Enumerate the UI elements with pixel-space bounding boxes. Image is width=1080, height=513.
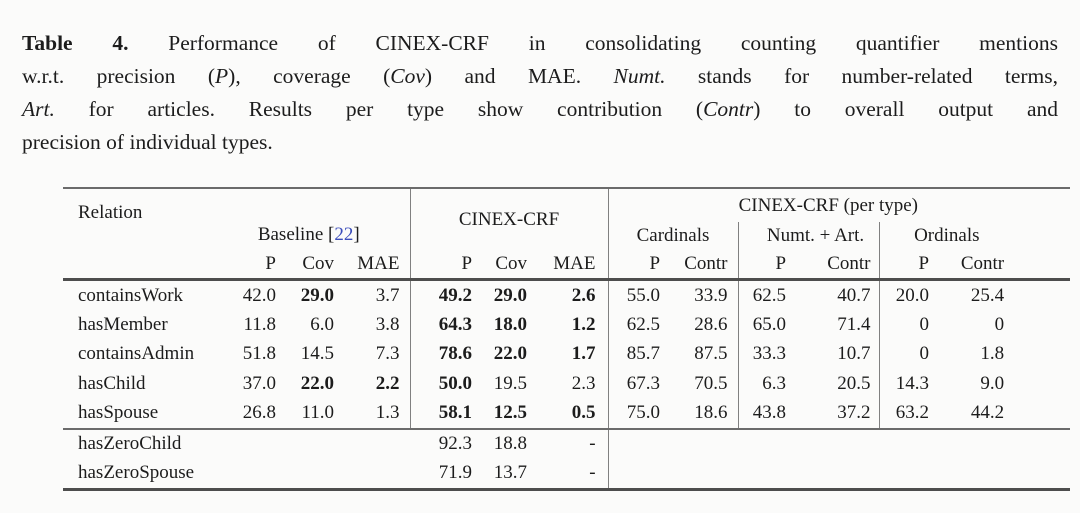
value-cell: 67.3	[626, 372, 661, 394]
value-cell: 49.2	[438, 284, 473, 306]
caption-text: Table 4.	[22, 31, 129, 55]
value-cell	[276, 429, 334, 459]
citation-22-link[interactable]: 22	[334, 224, 354, 245]
value-cell: 51.8	[242, 343, 276, 365]
table-row	[63, 369, 1070, 398]
baseline-label-suffix: ]	[353, 224, 360, 245]
column-group-baseline	[208, 188, 410, 250]
table-row	[63, 399, 1070, 429]
caption-text: stands for number-related terms,	[665, 64, 1058, 88]
value-cell: 29.0	[493, 284, 528, 306]
relation-cell: hasZeroSpouse	[78, 462, 195, 484]
value-cell: 18.8	[493, 433, 528, 455]
value-cell	[879, 429, 929, 459]
table-row	[63, 429, 1070, 459]
sub-header-contr: Contr	[960, 253, 1005, 274]
value-cell: 44.2	[970, 402, 1005, 424]
sub-header-contr: Contr	[660, 250, 738, 280]
value-cell: 0	[919, 343, 930, 365]
relation-cell: hasMember	[78, 314, 168, 336]
table-caption	[22, 27, 1058, 159]
value-cell: 92.3	[438, 433, 473, 455]
value-cell: 75.0	[626, 402, 661, 424]
value-cell: 22.0	[300, 372, 334, 394]
value-cell: 25.4	[970, 284, 1005, 306]
value-cell: 0.5	[527, 399, 608, 429]
value-cell: 29.0	[300, 284, 334, 306]
caption-text: ) to overall output and	[753, 97, 1058, 121]
relation-cell: containsAdmin	[78, 343, 195, 365]
table-row	[63, 310, 1070, 339]
value-cell: 11.0	[301, 402, 334, 424]
value-cell	[929, 429, 1070, 459]
value-cell: 2.2	[334, 369, 410, 398]
table-row	[63, 459, 1070, 490]
value-cell: 85.7	[626, 343, 661, 365]
value-cell	[334, 429, 410, 459]
value-cell: 12.5	[493, 402, 528, 424]
value-cell: 14.5	[300, 343, 334, 365]
column-group-cinex-crf: CINEX-CRF	[410, 188, 608, 250]
value-cell: 40.7	[786, 280, 879, 311]
caption-line	[22, 60, 1058, 93]
value-cell: 10.7	[786, 340, 879, 369]
value-cell	[276, 459, 334, 490]
value-cell	[660, 429, 738, 459]
column-group-ordinals: Ordinals	[914, 225, 980, 246]
relation-cell: hasZeroChild	[78, 433, 182, 455]
value-cell: -	[527, 459, 608, 490]
value-cell: 65.0	[752, 314, 787, 336]
caption-text: Art.	[22, 97, 55, 121]
sub-header-mae: MAE	[527, 250, 608, 280]
value-cell: -	[527, 429, 608, 459]
table-row	[63, 340, 1070, 369]
value-cell: 13.7	[493, 462, 528, 484]
value-cell	[334, 459, 410, 490]
caption-text: w.r.t. precision (	[22, 64, 216, 88]
value-cell: 9.0	[980, 372, 1005, 394]
relation-cell: containsWork	[78, 284, 184, 306]
value-cell: 22.0	[493, 343, 528, 365]
value-cell: 71.4	[786, 310, 879, 339]
results-table	[63, 187, 1070, 491]
value-cell: 33.3	[752, 343, 787, 365]
caption-text: precision of individual types.	[22, 130, 273, 154]
value-cell: 1.8	[980, 343, 1005, 365]
value-cell	[608, 459, 660, 490]
value-cell	[879, 459, 929, 490]
caption-text: for articles. Results per type show contribution (	[54, 97, 704, 121]
value-cell: 19.5	[493, 372, 528, 394]
value-cell	[660, 459, 738, 490]
caption-text: Cov	[390, 64, 425, 88]
sub-header-p: P	[649, 253, 661, 274]
caption-text: Numt.	[613, 64, 666, 88]
value-cell: 37.0	[242, 372, 276, 394]
value-cell	[608, 429, 660, 459]
sub-header-cov: Cov	[302, 253, 334, 274]
value-cell: 2.3	[527, 369, 608, 398]
value-cell: 6.3	[762, 372, 787, 394]
sub-header-cov: Cov	[495, 253, 528, 274]
caption-text: Performance of CINEX-CRF in consolidating counting quantifier mentions	[128, 31, 1058, 55]
value-cell: 1.3	[334, 399, 410, 429]
value-cell: 1.2	[527, 310, 608, 339]
sub-header-p: P	[265, 253, 276, 274]
value-cell: 71.9	[438, 462, 473, 484]
value-cell: 62.5	[752, 284, 787, 306]
value-cell: 37.2	[786, 399, 879, 429]
value-cell: 63.2	[895, 402, 930, 424]
value-cell: 6.0	[310, 314, 334, 336]
column-group-cinex-crf-per-type: CINEX-CRF (per type)	[738, 194, 919, 216]
column-group-cardinals: Cardinals	[608, 222, 738, 250]
value-cell: 18.0	[493, 314, 528, 336]
caption-line	[22, 93, 1058, 126]
relation-cell: hasSpouse	[78, 402, 159, 424]
caption-line	[22, 27, 1058, 60]
value-cell: 43.8	[752, 402, 787, 424]
value-cell: 0	[994, 314, 1005, 336]
value-cell: 26.8	[242, 402, 276, 424]
value-cell: 58.1	[438, 402, 473, 424]
value-cell: 14.3	[895, 372, 930, 394]
value-cell	[738, 429, 786, 459]
value-cell: 20.0	[895, 284, 930, 306]
table-row	[63, 280, 1070, 311]
sub-header-p: P	[461, 253, 473, 274]
sub-header-p: P	[918, 253, 930, 274]
value-cell: 1.7	[527, 340, 608, 369]
caption-line	[22, 126, 1058, 159]
value-cell	[929, 459, 1070, 490]
caption-text: ) and MAE.	[424, 64, 614, 88]
caption-text: ), coverage (	[228, 64, 391, 88]
value-cell: 2.6	[527, 280, 608, 311]
value-cell: 33.9	[660, 280, 738, 311]
value-cell: 62.5	[626, 314, 661, 336]
value-cell: 11.8	[243, 314, 276, 336]
value-cell: 3.7	[334, 280, 410, 311]
value-cell: 50.0	[438, 372, 473, 394]
baseline-label: Baseline [	[257, 224, 335, 245]
value-cell: 70.5	[660, 369, 738, 398]
column-header-relation: Relation	[78, 202, 143, 223]
sub-header-contr: Contr	[786, 250, 879, 280]
value-cell: 64.3	[438, 314, 473, 336]
value-cell: 20.5	[786, 369, 879, 398]
value-cell	[786, 459, 879, 490]
value-cell	[208, 429, 276, 459]
value-cell: 18.6	[660, 399, 738, 429]
value-cell: 42.0	[242, 284, 276, 306]
value-cell	[738, 459, 786, 490]
value-cell: 28.6	[660, 310, 738, 339]
relation-cell: hasChild	[78, 372, 146, 394]
value-cell	[786, 429, 879, 459]
sub-header-mae: MAE	[334, 250, 410, 280]
caption-text: Contr	[703, 97, 754, 121]
value-cell: 78.6	[438, 343, 473, 365]
value-cell: 3.8	[334, 310, 410, 339]
value-cell: 0	[919, 314, 930, 336]
column-group-numt-art: Numt. + Art.	[738, 222, 879, 250]
performance-table	[63, 187, 1070, 491]
sub-header-p: P	[775, 253, 787, 274]
value-cell: 55.0	[626, 284, 661, 306]
value-cell: 87.5	[660, 340, 738, 369]
value-cell: 7.3	[334, 340, 410, 369]
value-cell	[208, 459, 276, 490]
caption-text: P	[215, 64, 229, 88]
